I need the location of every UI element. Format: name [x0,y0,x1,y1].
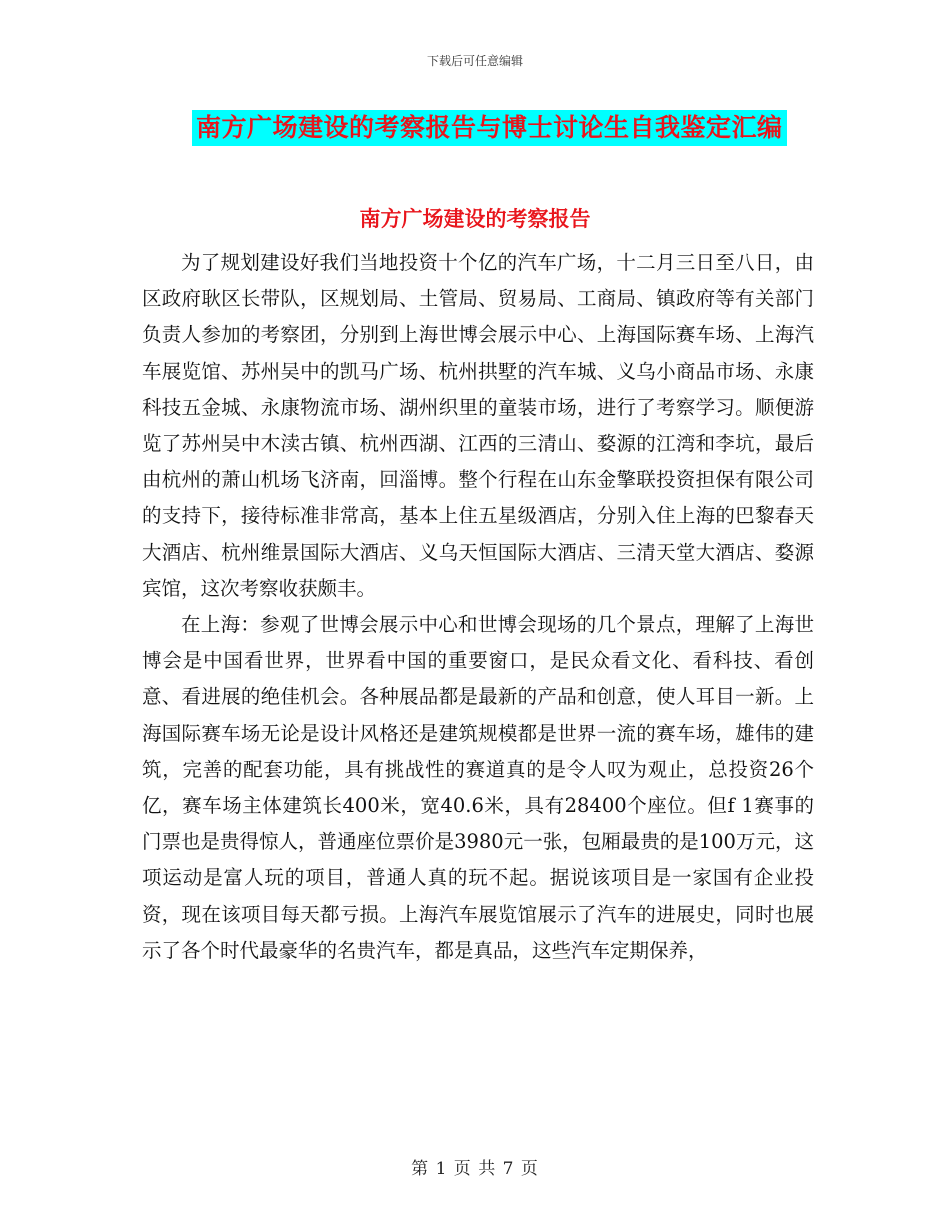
document-body [142,245,814,969]
section-title: 南方广场建设的考察报告 [359,206,591,231]
body-paragraph-2: 在上海：参观了世博会展示中心和世博会现场的几个景点，理解了上海世博会是中国看世界，世界看中国的重要窗口，是民众看文化、看科技、看创意、看进展的绝佳机会。各种展品都是最新的产品和创意，使人耳目一新。上海国际赛车场无论是设计风格还是建筑规模都是世界一流的赛车场，雄伟的建筑，完善的配套功能，具有挑战性的赛道真的是令人叹为观止，总投资26个亿，赛车场主体建筑长400米，宽40.6米，具有28400个座位。但f 1赛事的门票也是贵得惊人，普通座位票价是3980元一张，包厢最贵的是100万元，这项运动是富人玩的项目，普通人真的玩不起。据说该项目是一家国有企业投资，现在该项目每天都亏损。上海汽车展览馆展示了汽车的进展史，同时也展示了各个时代最豪华的名贵汽车，都是真品，这些汽车定期保养， [142,613,814,962]
document-main-title: 南方广场建设的考察报告与博士讨论生自我鉴定汇编 [192,110,787,146]
page-number-footer: 第 1 页 共 7 页 [411,1159,539,1179]
page-header-note: 下载后可任意编辑 [426,54,523,68]
body-paragraph-1: 为了规划建设好我们当地投资十个亿的汽车广场，十二月三日至八日，由区政府耿区长带队，区规划局、土管局、贸易局、工商局、镇政府等有关部门负责人参加的考察团，分别到上海世博会展示中心、上海国际赛车场、上海汽车展览馆、苏州吴中的凯马广场、杭州拱墅的汽车城、义乌小商品市场、永康科技五金城、永康物流市场、湖州织里的童装市场，进行了考察学习。顺便游览了苏州吴中木渎古镇、杭州西湖、江西的三清山、婺源的江湾和李坑，最后由杭州的萧山机场飞济南，回淄博。整个行程在山东金擎联投资担保有限公司的支持下，接待标准非常高，基本上住五星级酒店，分别入住上海的巴黎春天大酒店、杭州维景国际大酒店、义乌天恒国际大酒店、三清天堂大酒店、婺源宾馆，这次考察收获颇丰。 [142,251,814,600]
